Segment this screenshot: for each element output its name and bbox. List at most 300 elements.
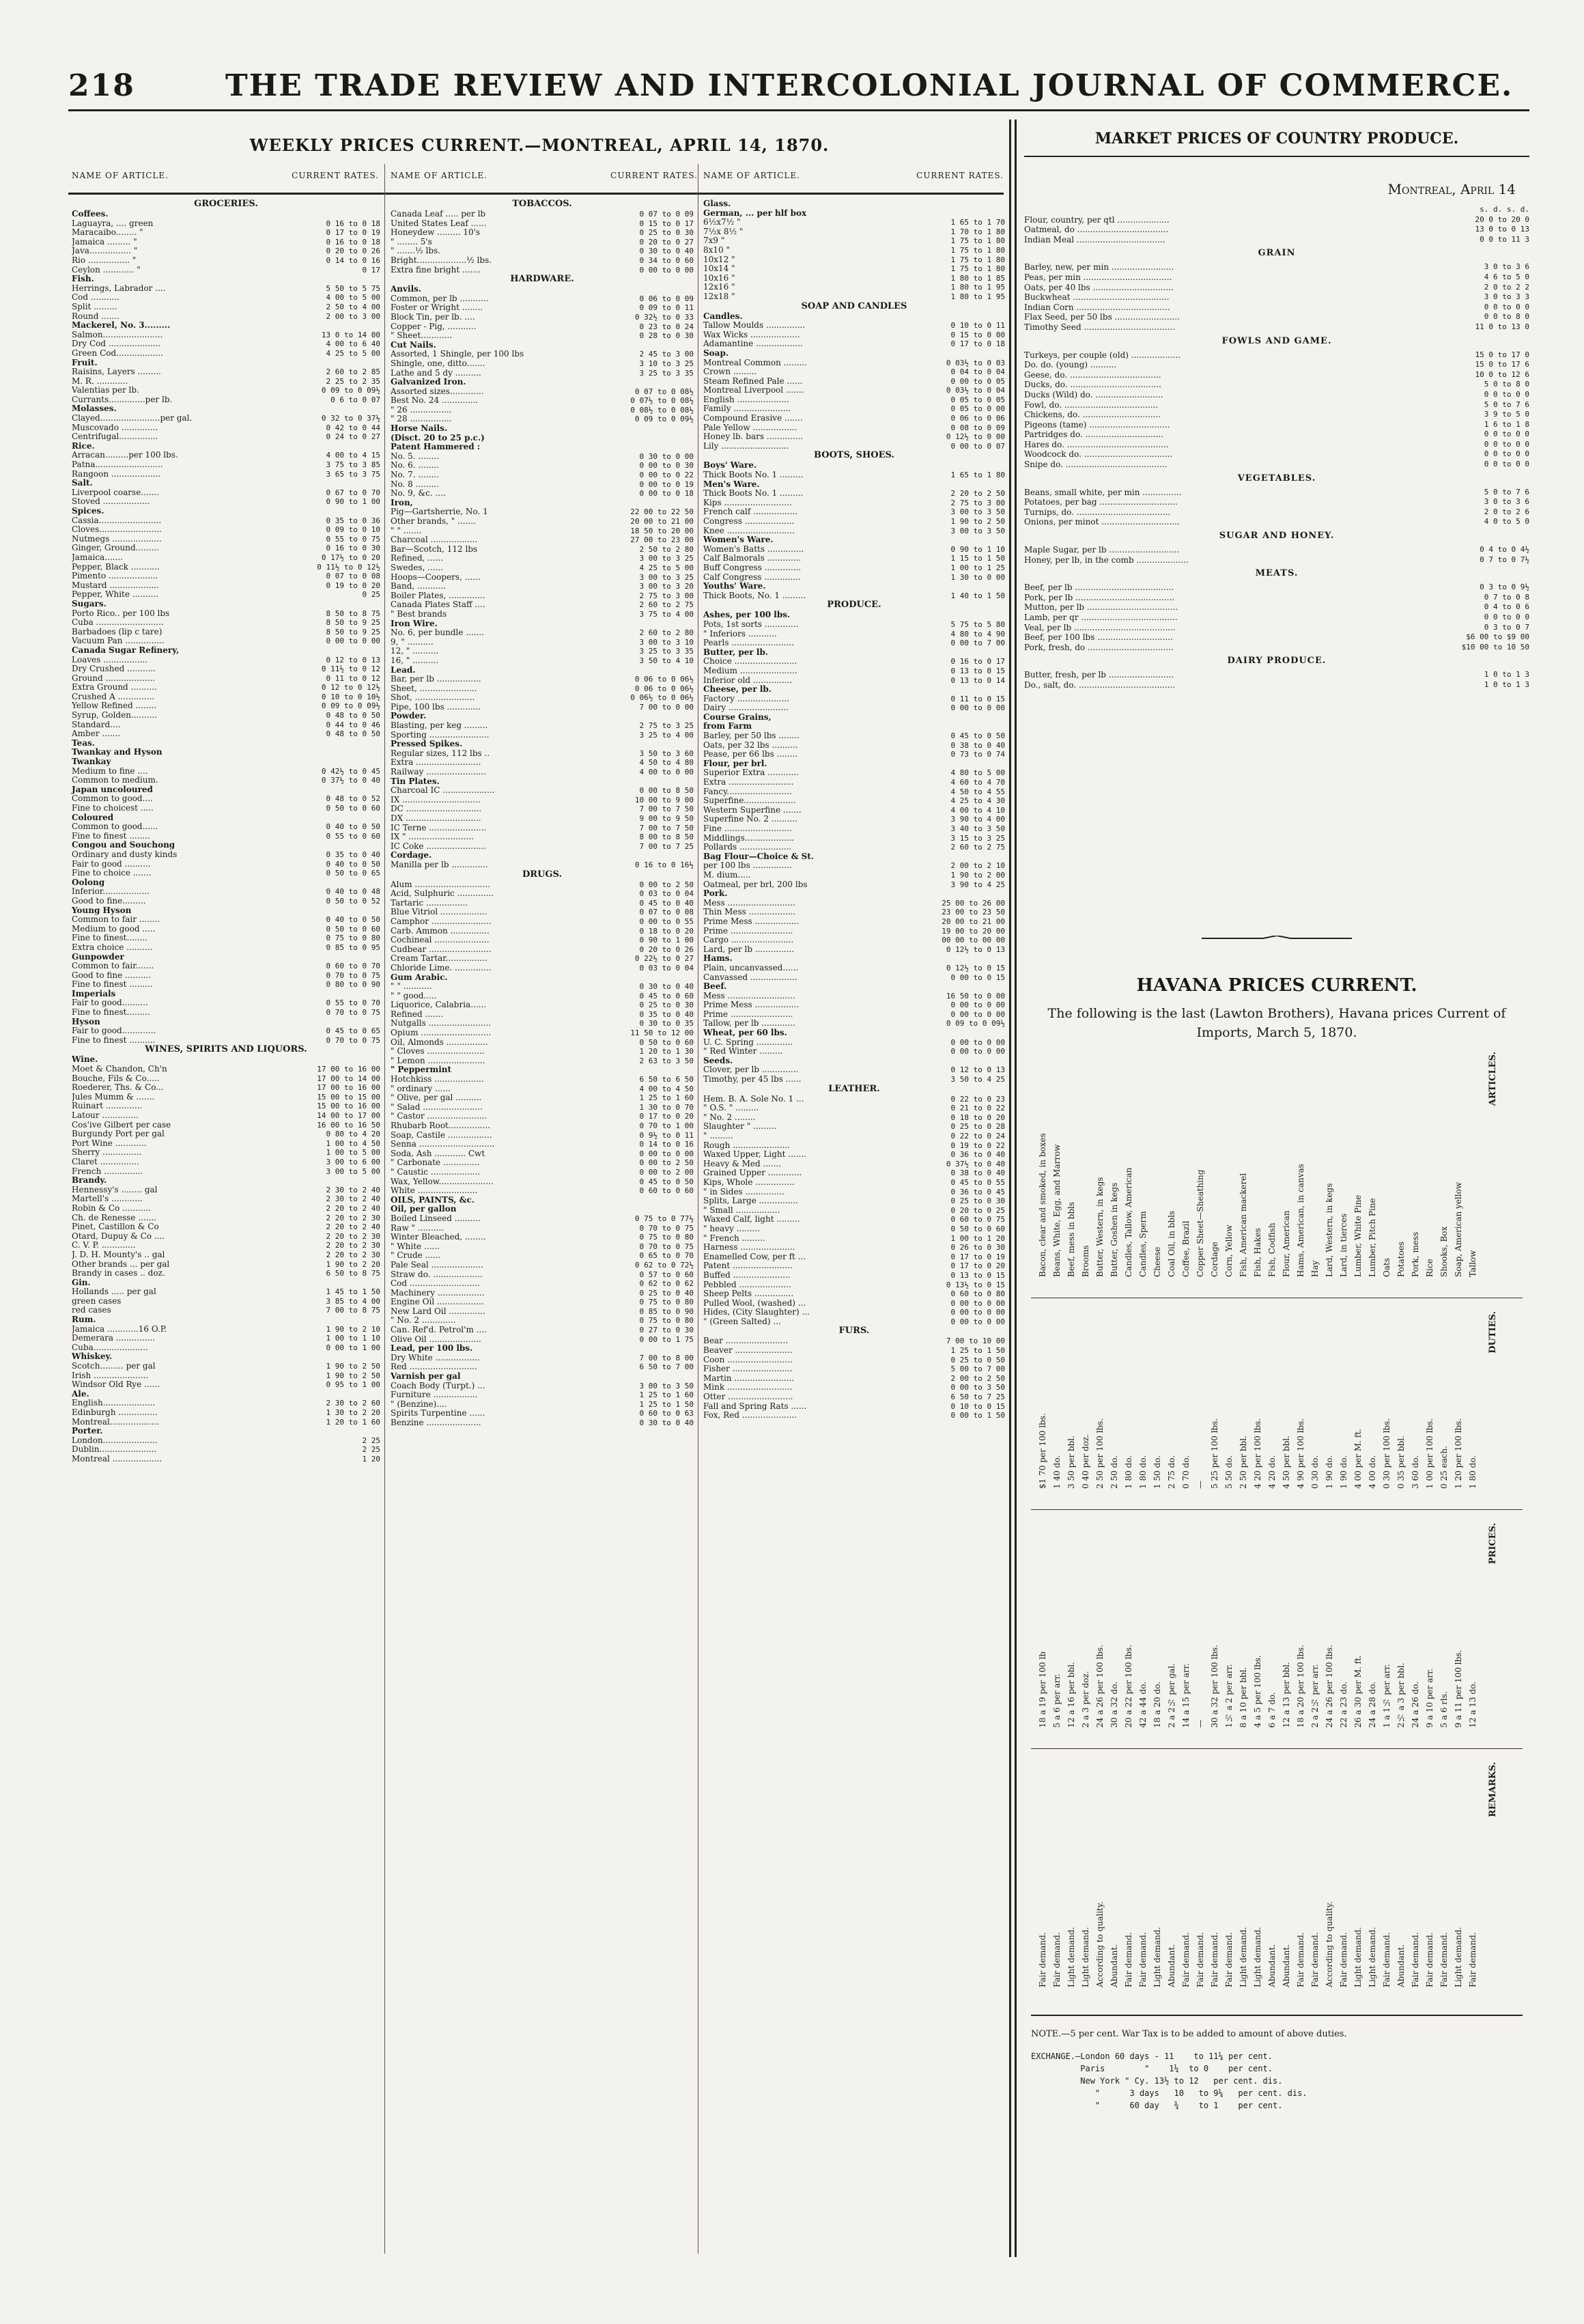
current-rate: 0 25 to 0 30	[950, 1196, 1005, 1206]
article-name: London.....................	[72, 1436, 158, 1445]
price-row	[703, 1104, 1005, 1113]
current-rate: 0 13 to 0 14	[950, 675, 1005, 685]
current-rate: 0 40 to 0 50	[326, 822, 380, 832]
article-name: Other brands ... per gal	[72, 1259, 170, 1269]
havana-remark: Light demand.	[1368, 1927, 1377, 1987]
havana-article: Cheese	[1152, 1246, 1162, 1277]
price-row	[72, 1074, 380, 1084]
article-name: Bright...................½ lbs.	[391, 255, 492, 265]
article-name: Splits, Large ...............	[703, 1196, 798, 1206]
article-name: Pipe, 100 lbs .............	[391, 702, 481, 712]
subsection-heading: Women's Ware.	[703, 535, 774, 545]
current-rate: 0 45 to 0 50	[950, 731, 1005, 741]
article-name: Barley, per 50 lbs ........	[703, 731, 800, 741]
price-row	[703, 1402, 1005, 1412]
havana-remark: Fair demand.	[1138, 1932, 1148, 1987]
article-name: No. 7. ........	[391, 471, 439, 480]
price-row	[703, 695, 1005, 704]
current-rate: 0 25	[362, 590, 380, 600]
article-name: Martin .......................	[703, 1373, 795, 1383]
article-name: Roederer, Ths. & Co...	[72, 1083, 164, 1093]
price-row	[72, 776, 380, 785]
article-name: Lard, per lb ...............	[703, 944, 795, 954]
article-name: IC Coke .......................	[391, 841, 487, 851]
produce-name: Beef, per 100 lbs .............................	[1024, 632, 1173, 643]
article-name: Sherry ...............	[72, 1148, 142, 1158]
price-row	[703, 1188, 1005, 1197]
current-rate: 4 00 to 5 00	[326, 293, 380, 303]
article-name: Fine to finest ........	[72, 831, 150, 841]
article-name: " Salad .......................	[391, 1102, 483, 1112]
current-rate: 3 00 to 3 10	[639, 637, 694, 647]
article-name: Medium to fine ....	[72, 766, 148, 776]
price-row	[391, 452, 694, 462]
price-row	[391, 369, 694, 378]
price-row	[72, 915, 380, 925]
market-row	[1024, 370, 1529, 380]
article-name: Patent .......................	[703, 1261, 793, 1271]
produce-name: Do., salt, do. .....................................	[1024, 680, 1176, 690]
current-rate: 1 90 to 2 20	[326, 1259, 380, 1269]
produce-name: Barley, new, per min ........................	[1024, 262, 1174, 272]
havana-price: 22 a 23 do.	[1339, 1681, 1348, 1728]
current-rate: 0 00 to 0 00	[950, 1317, 1005, 1326]
article-name: " Olive, per gal ..........	[391, 1093, 482, 1103]
price-row	[703, 806, 1005, 815]
price-row	[72, 544, 380, 553]
price-row	[391, 1400, 694, 1410]
current-rate: 1 15 to 1 50	[950, 554, 1005, 563]
article-name: IC Terne ......................	[391, 823, 487, 832]
price-row	[391, 1382, 694, 1391]
havana-article: Candles, Tallow, American	[1124, 1167, 1133, 1277]
article-name: Cod ...........	[72, 293, 119, 303]
current-rate: 0 70 to 0 75	[326, 1008, 380, 1018]
current-rate: 0 19 to 0 22	[950, 1140, 1005, 1150]
subsection-heading: Patent Hammered :	[391, 442, 481, 452]
current-rate: 4 25 to 5 00	[639, 563, 694, 572]
article-name: Hoops—Coopers, ......	[391, 572, 481, 582]
article-name: Cuba ..........................	[72, 618, 164, 628]
article-name: Grained Upper .............	[703, 1168, 802, 1178]
produce-name: Pigeons (tame) ...............................	[1024, 419, 1170, 430]
price-row	[703, 750, 1005, 759]
price-row	[391, 721, 694, 731]
produce-name: Geese, do. ...................................	[1024, 369, 1161, 380]
price-row	[391, 899, 694, 908]
article-name: Timothy, per 45 lbs ......	[703, 1075, 802, 1084]
produce-price: 0 4 to 0 6	[1484, 602, 1529, 612]
price-row	[72, 432, 380, 442]
exchange-line: " 60 day ¾ to 1 per cent.	[1031, 2101, 1283, 2110]
col-rates-label: CURRENT RATES.	[610, 171, 698, 180]
price-row	[391, 1270, 694, 1280]
havana-article: Fish, Codfish	[1267, 1222, 1277, 1277]
produce-name: Ducks (Wild) do. ..........................	[1024, 389, 1163, 400]
current-rate: 0 09 to 0 09½	[946, 1019, 1005, 1028]
produce-name: Indian Corn ....................................	[1024, 302, 1170, 312]
current-rate: 2 75 to 3 25	[639, 721, 694, 731]
exchange-rates	[1031, 2050, 1523, 2112]
price-row	[703, 404, 1005, 414]
havana-remark: Fair demand.	[1382, 1932, 1391, 1987]
havana-article: Bacon, clear and smoked, in boxes	[1038, 1133, 1047, 1277]
article-name: " 26 ................	[391, 405, 452, 415]
current-rate: 1 25 to 1 60	[639, 1390, 694, 1400]
market-section-heading: VEGETABLES.	[1237, 473, 1316, 484]
article-name: Fair to good..........	[72, 998, 148, 1008]
price-row	[391, 786, 694, 796]
current-rate: 0 9½ to 0 11	[639, 1130, 694, 1140]
produce-price: 2 0 to 2 6	[1484, 507, 1529, 516]
price-row	[703, 264, 1005, 274]
article-name: Pearls ........................	[703, 639, 794, 648]
market-row	[1024, 517, 1529, 527]
havana-remark: Fair demand.	[1439, 1932, 1449, 1987]
price-row	[703, 1019, 1005, 1028]
price-row	[391, 1354, 694, 1363]
current-rate: 0 20 to 0 26	[639, 944, 694, 954]
subsection-heading: Ale.	[72, 1388, 89, 1399]
article-name: Swedes, ......	[391, 563, 444, 572]
current-rate: 0 35 to 0 36	[326, 516, 380, 525]
price-row	[72, 423, 380, 433]
article-name: " heavy .........	[703, 1224, 761, 1233]
havana-duty: 1 80 do.	[1138, 1455, 1148, 1489]
havana-article: Oats	[1382, 1258, 1391, 1277]
price-row	[72, 1399, 380, 1408]
current-rate: 3 00 to 3 25	[639, 572, 694, 582]
price-row	[391, 656, 694, 666]
price-row	[72, 692, 380, 702]
price-row	[703, 1132, 1005, 1141]
current-rate: 0 36 to 0 45	[950, 1187, 1005, 1196]
market-row	[1024, 583, 1529, 593]
article-name: Cassia........................	[72, 516, 162, 525]
current-rate: 3 00 to 6 00	[326, 1157, 380, 1166]
price-row	[703, 442, 1005, 451]
current-rate: 4 00 to 6 40	[326, 339, 380, 349]
subsection-heading: Spices.	[72, 506, 104, 516]
price-row	[703, 1168, 1005, 1178]
current-rate: 2 75 to 3 00	[639, 591, 694, 600]
col-rates-label: CURRENT RATES.	[292, 171, 379, 180]
current-rate: 0 30 to 0 35	[639, 1019, 694, 1028]
subsection-heading: (Disct. 20 to 25 p.c.)	[391, 432, 485, 443]
price-row	[72, 247, 380, 256]
subsection-heading: Congou and Souchong	[72, 840, 175, 850]
price-row	[72, 451, 380, 460]
havana-price: 30 a 32 per 100 lbs.	[1210, 1644, 1219, 1728]
produce-price: 0 0 to 0 0	[1484, 302, 1529, 311]
current-rate: 0 08 to 0 09	[950, 423, 1005, 432]
price-row	[391, 1289, 694, 1298]
price-row	[391, 591, 694, 601]
price-row	[72, 943, 380, 953]
current-rate: 0 45 to 0 55	[950, 1177, 1005, 1187]
produce-name: Peas, per min ..................................	[1024, 272, 1172, 282]
section-heading: WINES, SPIRITS AND LIQUORS.	[145, 1044, 307, 1055]
produce-price: $6 00 to $9 00	[1466, 632, 1529, 642]
price-row	[72, 339, 380, 349]
article-name: Loaves .................	[72, 655, 148, 664]
market-row	[1024, 430, 1529, 440]
article-name: Wax, Yellow.....................	[391, 1177, 494, 1186]
current-rate: 3 00 to 3 20	[639, 582, 694, 591]
article-name: " White ......	[391, 1242, 440, 1251]
article-name: Bear ........................	[703, 1336, 789, 1346]
havana-notes	[1031, 2028, 1523, 2112]
current-rate: 0 95 to 1 00	[326, 1380, 380, 1390]
article-name: Standard....	[72, 720, 121, 729]
havana-subtitle: The following is the last (Lawton Brothers), Havana prices Current of Imports, March 5, 1870.	[1047, 1006, 1506, 1040]
current-rate: 0 00 to 0 00	[950, 1047, 1005, 1056]
article-name: Pinet, Castillon & Co	[72, 1222, 159, 1232]
war-tax-note: NOTE.—5 per cent. War Tax is to be added to amount of above duties.	[1031, 2029, 1347, 2039]
havana-duty: 4 20 do.	[1267, 1455, 1277, 1489]
article-name: Yellow Refined ........	[72, 701, 156, 711]
current-rate: 4 00 to 4 15	[326, 451, 380, 460]
market-row	[1024, 390, 1529, 400]
price-row	[703, 1122, 1005, 1132]
article-name: " " ...........	[391, 982, 432, 992]
subsection-heading: Beef.	[703, 981, 727, 992]
current-rate: 0 04 to 0 04	[950, 367, 1005, 377]
produce-price: 0 0 to 0 0	[1484, 439, 1529, 449]
article-name: Superfine No. 2 ..........	[703, 815, 797, 824]
current-rate: 2 00 to 2 10	[950, 861, 1005, 871]
article-name: Rangoon ...................	[72, 469, 161, 479]
current-rate: 3 50 to 3 60	[639, 748, 694, 758]
subsection-heading: Bag Flour—Choice & St.	[703, 851, 814, 861]
article-name: Rio ................ "	[72, 255, 137, 265]
current-rate: 0 00 to 0 00	[950, 1308, 1005, 1317]
price-row	[703, 1280, 1005, 1290]
subsection-heading: Course Grains,	[703, 712, 772, 722]
price-row	[72, 1158, 380, 1167]
article-name: Spirits Turpentine ......	[391, 1409, 485, 1418]
article-name: Straw do. ...................	[391, 1270, 483, 1279]
article-name: Assorted sizes.............	[391, 387, 484, 396]
current-rate: 0 17 to 0 20	[639, 1112, 694, 1121]
price-row	[72, 832, 380, 841]
price-row	[391, 703, 694, 712]
market-row	[1024, 262, 1529, 272]
price-row	[391, 471, 694, 480]
current-rate: 2 00 to 3 00	[326, 311, 380, 321]
article-name: Common, per lb ...........	[391, 294, 489, 303]
subsection-heading: Cut Nails.	[391, 339, 436, 350]
price-row	[72, 1362, 380, 1371]
article-name: Cargo ........................	[703, 936, 794, 945]
price-row	[72, 925, 380, 934]
article-name: Fine to finest........	[72, 934, 147, 943]
produce-name: Partridges do. ..............................	[1024, 430, 1164, 440]
havana-article: Hams, American, in canvas	[1296, 1164, 1305, 1277]
produce-name: Snipe do. .......................................	[1024, 460, 1168, 470]
havana-article: Fish, American mackerel	[1239, 1173, 1248, 1277]
current-rate: 0 06 to 0 06	[950, 414, 1005, 423]
current-rate: 4 80 to 4 90	[950, 629, 1005, 639]
current-rate: 0 00 to 8 50	[639, 786, 694, 796]
havana-article: Potatoes	[1396, 1241, 1406, 1277]
price-row	[391, 842, 694, 852]
subsection-heading: Seeds.	[703, 1055, 733, 1065]
price-row	[391, 573, 694, 583]
price-row	[391, 1047, 694, 1056]
article-name: Rhubarb Root................	[391, 1121, 490, 1130]
current-rate: 20 00 to 21 00	[942, 916, 1005, 926]
havana-article: Tallow	[1468, 1250, 1477, 1277]
current-rate: 7 00 to 10 00	[946, 1336, 1005, 1346]
current-rate: 0 11½ to 0 12½	[317, 562, 380, 572]
havana-price: 2 a 2½ per gal.	[1167, 1663, 1176, 1728]
current-rate: 5 50 to 5 75	[326, 283, 380, 293]
current-rate: 0 00 to 2 00	[639, 1167, 694, 1177]
article-name: Herrings, Labrador ....	[72, 283, 166, 293]
current-rate: 2 50 to 4 00	[326, 302, 380, 311]
price-row	[391, 647, 694, 656]
price-row	[391, 814, 694, 824]
current-rate: 0 12 to 0 12½	[321, 683, 380, 692]
current-rate: 16 00 to 16 50	[317, 1120, 380, 1130]
current-rate: 0 05 to 0 05	[950, 395, 1005, 404]
price-row	[391, 1000, 694, 1010]
price-row	[72, 934, 380, 943]
article-name: Camphor .......................	[391, 916, 492, 926]
price-row	[391, 1112, 694, 1121]
subsection-heading: Boys' Ware.	[703, 460, 757, 471]
current-rate: 0 48 to 0 52	[326, 794, 380, 804]
section-heading: LEATHER.	[828, 1083, 880, 1094]
price-row	[703, 367, 1005, 377]
article-name: Thin Mess ..................	[703, 908, 796, 917]
market-section-heading: MEATS.	[1255, 568, 1299, 579]
article-name: Honeydew ......... 10's	[391, 228, 481, 238]
price-row	[391, 832, 694, 842]
market-row	[1024, 312, 1529, 322]
article-name: " ........ 5's	[391, 237, 432, 247]
produce-name: Pork, per lb ......................................	[1024, 592, 1175, 602]
price-row	[391, 749, 694, 759]
article-name: English....................	[72, 1399, 156, 1408]
current-rate: 0 03 to 0 04	[639, 963, 694, 972]
article-name: Raisins, Layers .........	[72, 367, 161, 377]
article-name: M. R. ............	[72, 376, 128, 386]
weekly-head-rule	[68, 193, 1004, 195]
price-row	[703, 573, 1005, 583]
article-name: 10x14 "	[703, 264, 735, 274]
price-row	[391, 1019, 694, 1028]
section-heading: FURS.	[838, 1326, 870, 1336]
current-rate: 0 30 to 0 40	[639, 982, 694, 992]
current-rate: 0 50 to 0 60	[639, 1037, 694, 1047]
col-rates-label: CURRENT RATES.	[916, 171, 1004, 180]
article-name: Soda, Ash ............ Cwt	[391, 1149, 485, 1158]
section-heading: TOBACCOS.	[512, 199, 572, 209]
current-rate: 0 12 to 0 13	[950, 1065, 1005, 1075]
section-heading: HARDWARE.	[510, 274, 574, 285]
article-name: Refined, ......	[391, 554, 444, 563]
current-rate: 0 73 to 0 74	[950, 750, 1005, 759]
article-name: Medium ......................	[703, 666, 797, 675]
current-rate: 0 38 to 0 40	[950, 1168, 1005, 1178]
price-row	[703, 1317, 1005, 1327]
market-row	[1024, 449, 1529, 460]
price-row	[72, 386, 380, 395]
article-name: Coach Body (Turpt.) ...	[391, 1381, 485, 1390]
article-name: Chloride Lime. ..............	[391, 963, 492, 972]
article-name: " Small .................	[703, 1205, 780, 1215]
current-rate: 0 25 to 0 30	[639, 228, 694, 238]
article-name: Knee ..........................	[703, 526, 795, 535]
current-rate: 0 00 to 0 19	[639, 479, 694, 489]
article-name: " Crude ......	[391, 1251, 441, 1261]
current-rate: 0 11 to 0 15	[950, 694, 1005, 703]
produce-name: Chickens, do. ..............................	[1024, 410, 1161, 420]
article-name: 10x12 "	[703, 255, 735, 264]
price-row	[391, 1251, 694, 1261]
market-row	[1024, 670, 1529, 680]
col-name-label: NAME OF ARTICLE.	[391, 171, 487, 180]
current-rate: 0 03 to 0 04	[639, 889, 694, 899]
subsection-heading: Soap.	[703, 348, 729, 358]
market-row	[1024, 507, 1529, 518]
havana-article: Shooks, Box	[1439, 1226, 1449, 1277]
current-rate: 0 13½ to 0 15	[946, 1280, 1005, 1289]
price-row	[72, 1287, 380, 1297]
havana-duty: 2 50 per 100 lbs.	[1095, 1418, 1105, 1489]
current-rate: 1 25 to 1 50	[950, 1346, 1005, 1356]
price-row	[391, 294, 694, 304]
price-row	[391, 1140, 694, 1149]
current-rate: 0 70 to 1 00	[639, 1121, 694, 1130]
price-row	[703, 1289, 1005, 1299]
article-name: " Carbonate ..............	[391, 1158, 480, 1168]
produce-name: Potatoes, per bag ..............................	[1024, 497, 1178, 507]
article-name: Buffed ......................	[703, 1270, 791, 1280]
produce-price: 0 0 to 0 0	[1484, 430, 1529, 439]
article-name: Centrifugal...............	[72, 432, 158, 442]
current-rate: 0 24 to 0 27	[326, 432, 380, 442]
current-rate: 0 42 to 0 44	[326, 423, 380, 432]
current-rate: 3 10 to 3 25	[639, 359, 694, 368]
havana-remark: Abundant.	[1267, 1944, 1277, 1987]
article-name: IX " .........................	[391, 832, 474, 842]
subsection-heading: Canada Sugar Refinery,	[72, 645, 180, 655]
price-row	[72, 1130, 380, 1139]
price-row	[703, 321, 1005, 331]
current-rate: 0 50 to 0 60	[326, 804, 380, 813]
article-name: Thick Boots No. 1 .........	[703, 489, 804, 499]
produce-price: 1 0 to 1 3	[1484, 670, 1529, 680]
section-heading: GROCERIES.	[194, 199, 258, 209]
havana-article: Cordage	[1210, 1242, 1219, 1277]
market-row	[1024, 400, 1529, 410]
price-row	[703, 834, 1005, 843]
price-row	[391, 359, 694, 369]
article-name: Common to fair.......	[72, 962, 154, 971]
current-rate: 0 37½ to 0 40	[946, 1159, 1005, 1168]
current-rate: 0 75 to 0 80	[639, 1316, 694, 1326]
havana-price: 9 a 10 per arr.	[1425, 1668, 1434, 1728]
article-name: Assorted, 1 Shingle, per 100 lbs	[391, 350, 524, 359]
subsection-heading: Twankay and Hyson	[72, 747, 162, 757]
produce-name: Ducks, do. ...................................	[1024, 380, 1161, 390]
subsection-heading: Brandy.	[72, 1175, 107, 1186]
current-rate: 0 70 to 0 75	[326, 1035, 380, 1045]
weekly-column-1	[72, 199, 380, 1464]
